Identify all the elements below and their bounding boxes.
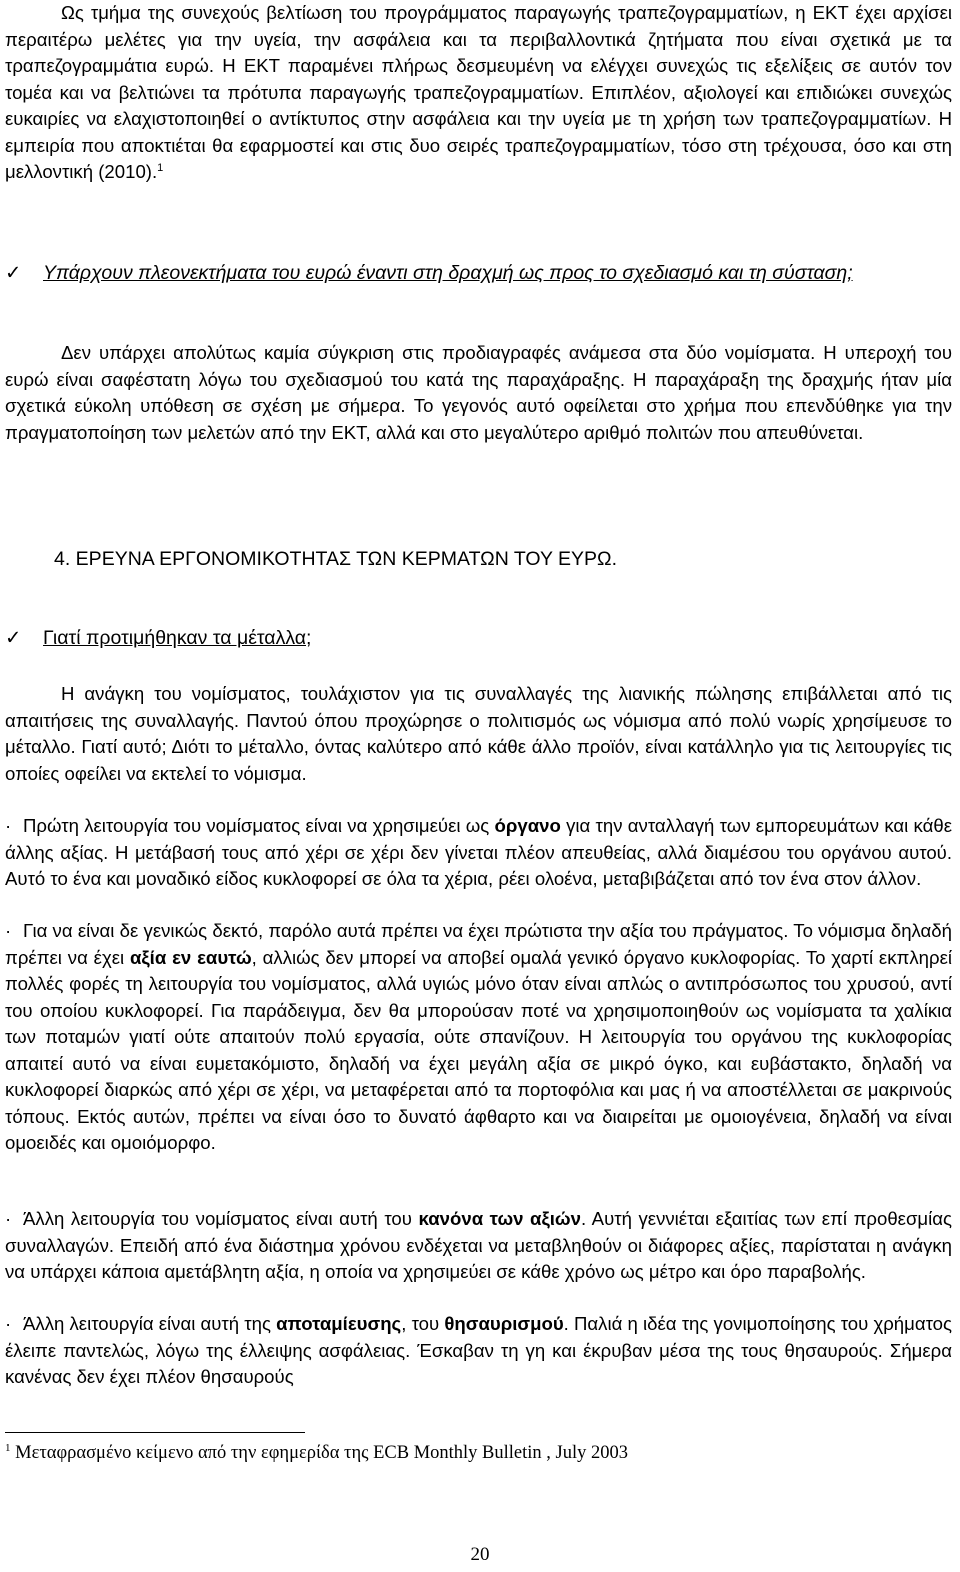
bullet-icon: ·: [5, 920, 12, 941]
footnote-number: 1: [5, 1442, 11, 1454]
footnote-reference[interactable]: 1: [157, 162, 164, 174]
bullet-icon: ·: [5, 815, 12, 836]
list-item-bold: αξία εν εαυτώ: [129, 946, 252, 968]
list-item-text: Για να είναι δε γενικώς δεκτό, παρόλο αυτά πρέπει να έχει πρώτιστα την αξία του πράγματος. Το νόμισμα δηλαδή πρέπει να έχει: [5, 920, 952, 968]
list-item: [5, 813, 952, 893]
list-item: [5, 1206, 952, 1286]
list-item-text: , αλλιώς δεν μπορεί να αποβεί ομαλά γενικό όργανο κυκλοφορίας. Το χαρτί εκπληρεί πολλές φορές τη λειτουργία του νομίσματος, αλλά υγιώς μόνο όταν είναι απλώς ο αντιπρόσωπος του χρυσού, αντί του οποίου κυκλοφορεί. Για παράδειγμα, δεν θα μπορούσαν ποτέ να χρησιμοποιηθούν ως νομίσματα τα χαλίκια των ποταμών γιατί ούτε απαιτούν πολύ εργασία, ούτε σπανίζουν. Η λειτουργία του οργάνου της κυκλοφορίας απαιτεί αυτό να είναι ευμετακόμιστο, δηλαδή να έχει μεγάλη αξία σε μικρό όγκο, και ευβάστακτο, δηλαδή να κυκλοφορεί διαρκώς από χέρι σε χέρι, να μεταφέρεται από τα πορτοφόλια και μας ή να αποστέλλεται σε μακρινούς τόπους. Εκτός αυτών, πρέπει να είναι όσο το δυνατό άφθαρτο και να διαιρείται με ομοιογένεια, δηλαδή να είναι ομοειδές και ομοιόμορφο.: [5, 946, 952, 1153]
list-item-text: , του: [401, 1313, 445, 1334]
intro-paragraph: [5, 0, 952, 186]
answer-2-paragraph: Η ανάγκη του νομίσματος, τουλάχιστον για τις συναλλαγές της λιανικής πώλησης επιβάλλεται από τις απαιτήσεις της συναλλαγής. Παντού όπου προχώρησε ο πολιτισμός ως νόμισμα από πολύ νωρίς χρησίμευσε το μέταλλο. Γιατί αυτό; Διότι το μέταλλο, όντας καλύτερο από κάθε άλλο προϊόν, είναι κατάλληλο για τις λειτουργίες τις οποίες οφείλει να εκτελεί το νόμισμα.: [5, 683, 952, 784]
section-title: 4. ΕΡΕΥΝΑ ΕΡΓΟΝΟΜΙΚΟΤΗΤΑΣ ΤΩΝ ΚΕΡΜΑΤΩΝ ΤΟΥ ΕΥΡΩ.: [54, 548, 618, 570]
list-item-bold: όργανο: [494, 815, 561, 836]
bullet-icon: ·: [5, 1208, 12, 1229]
list-item: [5, 918, 952, 1157]
bullet-icon: ·: [5, 1313, 12, 1334]
footnote: [5, 1443, 628, 1464]
footnote-divider: [5, 1432, 305, 1433]
list-item-text: . Αυτή γεννιέται εξαιτίας των επί προθεσμίας συναλλαγών. Επειδή από ένα διάστημα χρόνου ενδέχεται να μεταβληθούν οι διάφορες αξίες, παρίσταται η ανάγκη να υπάρχει κάποια αμετάβλητη αξία, η οποία να χρησιμεύει σε κάθε χρόνο ως μέτρο και όρο παραβολής.: [5, 1208, 952, 1282]
page-number: 20: [470, 1544, 490, 1565]
list-item-text: Πρώτη λειτουργία του νομίσματος είναι να χρησιμεύει ως: [23, 815, 495, 836]
list-item-bold: κανόνα των αξιών: [418, 1208, 581, 1229]
list-item-text: Άλλη λειτουργία του νομίσματος είναι αυτή του: [23, 1208, 419, 1229]
list-item-text: για την ανταλλαγή των εμπορευμάτων και κάθε άλλης αξίας. Η μετάβασή τους από χέρι σε χέρι δεν γίνεται πλέον απευθείας, αλλά διαμέσου του οργάνου αυτού. Αυτό το ένα και μοναδικό είδος κυκλοφορεί σε όλα τα χέρια, ρέει ολοένα, μεταβιβάζεται από τον ένα στον άλλον.: [5, 815, 953, 889]
intro-text: Ως τμήμα της συνεχούς βελτίωση του προγράμματος παραγωγής τραπεζογραμματίων, η ΕΚΤ έχει αρχίσει περαιτέρω μελέτες για την υγεία, την ασφάλεια και τα περιβαλλοντικά ζητήματα που είναι σχετικά με τα τραπεζογραμμάτια ευρώ. Η ΕΚΤ παραμένει πλήρως δεσμευμένη να ελέγχει συνεχώς τις εξελίξεις σε αυτόν τον τομέα και να βελτιώνει τα πρότυπα παραγωγής τραπεζογραμματίων. Επιπλέον, αξιολογεί και επιδιώκει συνεχώς ευκαιρίες να ελαχιστοποιηθεί ο αντίκτυπος στην ασφάλεια και την υγεία με τη χρήση των τραπεζογραμματίων. Η εμπειρία που αποκτιέται θα εφαρμοστεί και στις δυο σειρές τραπεζογραμματίων, τόσο στη τρέχουσα, όσο και στη μελλοντική (2010).: [5, 2, 952, 182]
question-heading-2: [5, 624, 952, 652]
question-heading-1: [5, 259, 952, 287]
answer-1-paragraph: Δεν υπάρχει απολύτως καμία σύγκριση στις προδιαγραφές ανάμεσα στα δύο νομίσματα. Η υπεροχή του ευρώ είναι σαφέστατη λόγω του σχεδιασμού του κατά της παραχάραξης. Η παραχάραξη της δραχμής ήταν μία σχετικά εύκολη υπόθεση σε σχέση με σήμερα. Το γεγονός αυτό οφείλεται στο χρήμα που επενδύθηκε για την πραγματοποίηση των μελετών από την ΕΚΤ, αλλά και στο μεγαλύτερο αριθμό πολιτών που απευθύνεται.: [5, 342, 952, 443]
list-item-bold: αποταμίευσης: [276, 1313, 402, 1334]
list-item-text: Άλλη λειτουργία είναι αυτή της: [23, 1313, 277, 1334]
list-item-text: . Παλιά η ιδέα της γονιμοποίησης του χρήματος έλειπε παντελώς, λόγω της έλλειψης ασφάλειας. Έσκαβαν τη γη και έκρυβαν μέσα της τους θησαυρούς. Σήμερα κανένας δεν έχει πλέον θησαυρούς: [5, 1313, 952, 1387]
footnote-text: Μεταφρασμένο κείμενο από την εφημερίδα της ECB Monthly Bulletin , July 2003: [15, 1443, 628, 1463]
list-item-bold: θησαυρισμού: [444, 1313, 564, 1334]
list-item: [5, 1311, 952, 1391]
checkmark-icon: ✓: [5, 627, 22, 649]
question-2-text: Γιατί προτιμήθηκαν τα μέταλλα;: [43, 627, 312, 649]
checkmark-icon: ✓: [5, 262, 22, 284]
question-1-text: Υπάρχουν πλεονεκτήματα του ευρώ έναντι στη δραχμή ως προς το σχεδιασμό και τη σύσταση;: [43, 262, 853, 284]
